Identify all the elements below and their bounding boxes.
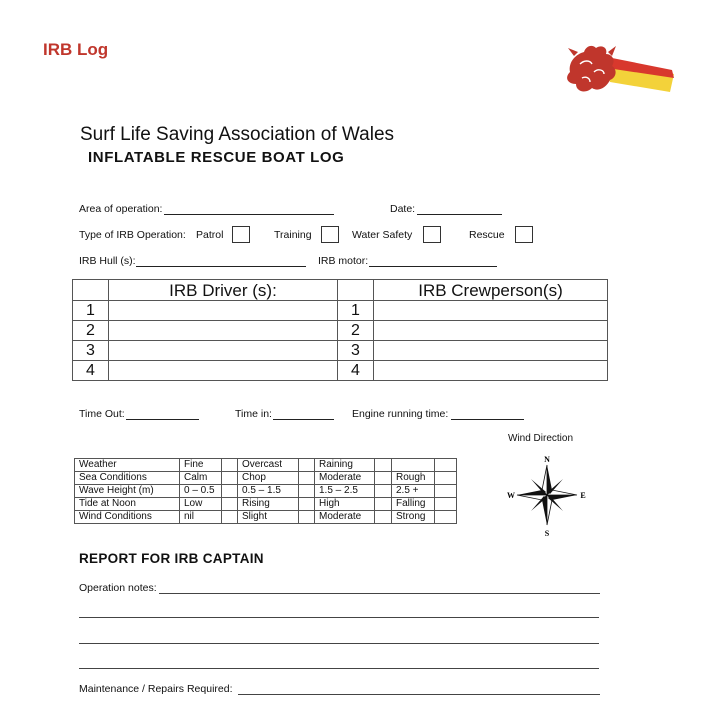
weather-tick-cell[interactable] [299, 498, 315, 511]
crew-table-corner [73, 280, 109, 301]
crew-row-number: 1 [338, 301, 374, 321]
weather-option: Rising [238, 498, 299, 511]
weather-option: 0.5 – 1.5 [238, 485, 299, 498]
weather-option: Low [180, 498, 222, 511]
crew-table [72, 279, 608, 381]
crewperson-header: IRB Crewperson(s) [374, 280, 608, 301]
water-safety-checkbox[interactable] [423, 226, 441, 243]
driver-row-number: 3 [73, 341, 109, 361]
weather-option: Overcast [238, 459, 299, 472]
compass-south: S [544, 529, 550, 538]
weather-tick-cell[interactable] [222, 485, 238, 498]
date-label: Date: [390, 203, 416, 215]
driver-name-cell[interactable] [109, 321, 338, 341]
weather-table [74, 458, 457, 524]
time-out-field[interactable] [126, 408, 199, 420]
maintenance-label: Maintenance / Repairs Required: [79, 683, 233, 695]
weather-option: Rough [392, 472, 435, 485]
weather-tick-cell[interactable] [435, 459, 457, 472]
training-checkbox[interactable] [321, 226, 339, 243]
weather-option: High [315, 498, 375, 511]
operation-notes-label: Operation notes: [79, 582, 157, 594]
driver-name-cell[interactable] [109, 301, 338, 321]
hull-label: IRB Hull (s): [79, 255, 136, 267]
weather-tick-cell[interactable] [375, 485, 392, 498]
weather-tick-cell[interactable] [375, 498, 392, 511]
weather-option: 0 – 0.5 [180, 485, 222, 498]
weather-option: Fine [180, 459, 222, 472]
maintenance-line[interactable] [238, 694, 600, 695]
operation-notes-line[interactable] [79, 643, 599, 644]
weather-tick-cell[interactable] [222, 498, 238, 511]
driver-name-cell[interactable] [109, 341, 338, 361]
date-field[interactable] [417, 203, 502, 215]
driver-row-number: 2 [73, 321, 109, 341]
organisation-name: Surf Life Saving Association of Wales [80, 124, 395, 145]
weather-tick-cell[interactable] [222, 459, 238, 472]
crew-name-cell[interactable] [374, 361, 608, 381]
dragon-logo-icon [562, 42, 674, 98]
weather-tick-cell[interactable] [299, 485, 315, 498]
weather-row-label: Weather [75, 459, 180, 472]
rescue-label: Rescue [469, 229, 505, 241]
motor-field[interactable] [369, 255, 497, 267]
weather-option: Moderate [315, 472, 375, 485]
time-out-label: Time Out: [79, 408, 125, 420]
hull-field[interactable] [136, 255, 306, 267]
training-label: Training [274, 229, 312, 241]
area-label: Area of operation: [79, 203, 163, 215]
weather-option: Chop [238, 472, 299, 485]
weather-tick-cell[interactable] [299, 459, 315, 472]
table-row [75, 459, 457, 472]
weather-option: Slight [238, 511, 299, 524]
compass-west: W [507, 491, 515, 500]
weather-row-label: Tide at Noon [75, 498, 180, 511]
motor-label: IRB motor: [318, 255, 369, 267]
crew-row-number: 2 [338, 321, 374, 341]
table-row [75, 472, 457, 485]
weather-tick-cell[interactable] [435, 485, 457, 498]
rescue-checkbox[interactable] [515, 226, 533, 243]
weather-tick-cell[interactable] [435, 511, 457, 524]
weather-tick-cell[interactable] [299, 511, 315, 524]
weather-option: Strong [392, 511, 435, 524]
area-field[interactable] [164, 203, 334, 215]
wind-direction-label: Wind Direction [508, 433, 574, 444]
crew-name-cell[interactable] [374, 321, 608, 341]
compass-north: N [544, 455, 550, 464]
table-row [75, 485, 457, 498]
weather-tick-cell[interactable] [375, 459, 392, 472]
weather-option: 1.5 – 2.5 [315, 485, 375, 498]
weather-row-label: Wind Conditions [75, 511, 180, 524]
compass-east: E [580, 491, 586, 500]
weather-tick-cell[interactable] [375, 472, 392, 485]
weather-row-label: Sea Conditions [75, 472, 180, 485]
form-title: INFLATABLE RESCUE BOAT LOG [88, 149, 345, 166]
weather-tick-cell[interactable] [299, 472, 315, 485]
table-row [73, 321, 608, 341]
weather-option: Calm [180, 472, 222, 485]
operation-type-label: Type of IRB Operation: [79, 229, 186, 241]
weather-tick-cell[interactable] [375, 511, 392, 524]
compass-rose-icon [505, 455, 589, 539]
table-row [73, 361, 608, 381]
weather-row-label: Wave Height (m) [75, 485, 180, 498]
crew-row-number: 4 [338, 361, 374, 381]
weather-tick-cell[interactable] [222, 511, 238, 524]
driver-row-number: 1 [73, 301, 109, 321]
driver-header: IRB Driver (s): [109, 280, 338, 301]
weather-tick-cell[interactable] [435, 498, 457, 511]
engine-time-label: Engine running time: [352, 408, 449, 420]
driver-name-cell[interactable] [109, 361, 338, 381]
weather-option [392, 459, 435, 472]
table-row [75, 498, 457, 511]
table-row [75, 511, 457, 524]
table-row [73, 341, 608, 361]
crew-table-corner [338, 280, 374, 301]
weather-tick-cell[interactable] [435, 472, 457, 485]
weather-option: Raining [315, 459, 375, 472]
water-safety-label: Water Safety [352, 229, 413, 241]
table-row [73, 301, 608, 321]
patrol-checkbox[interactable] [232, 226, 250, 243]
operation-notes-line[interactable] [79, 668, 599, 669]
engine-time-field[interactable] [451, 408, 524, 420]
crew-name-cell[interactable] [374, 341, 608, 361]
crew-name-cell[interactable] [374, 301, 608, 321]
weather-tick-cell[interactable] [222, 472, 238, 485]
weather-option: Moderate [315, 511, 375, 524]
driver-row-number: 4 [73, 361, 109, 381]
weather-option: nil [180, 511, 222, 524]
report-heading: REPORT FOR IRB CAPTAIN [79, 551, 264, 566]
header-title: IRB Log [43, 40, 109, 59]
weather-option: Falling [392, 498, 435, 511]
weather-option: 2.5 + [392, 485, 435, 498]
patrol-label: Patrol [196, 229, 224, 241]
time-in-field[interactable] [273, 408, 334, 420]
time-in-label: Time in: [235, 408, 272, 420]
operation-notes-line[interactable] [79, 617, 599, 618]
crew-row-number: 3 [338, 341, 374, 361]
operation-notes-line[interactable] [159, 593, 600, 594]
